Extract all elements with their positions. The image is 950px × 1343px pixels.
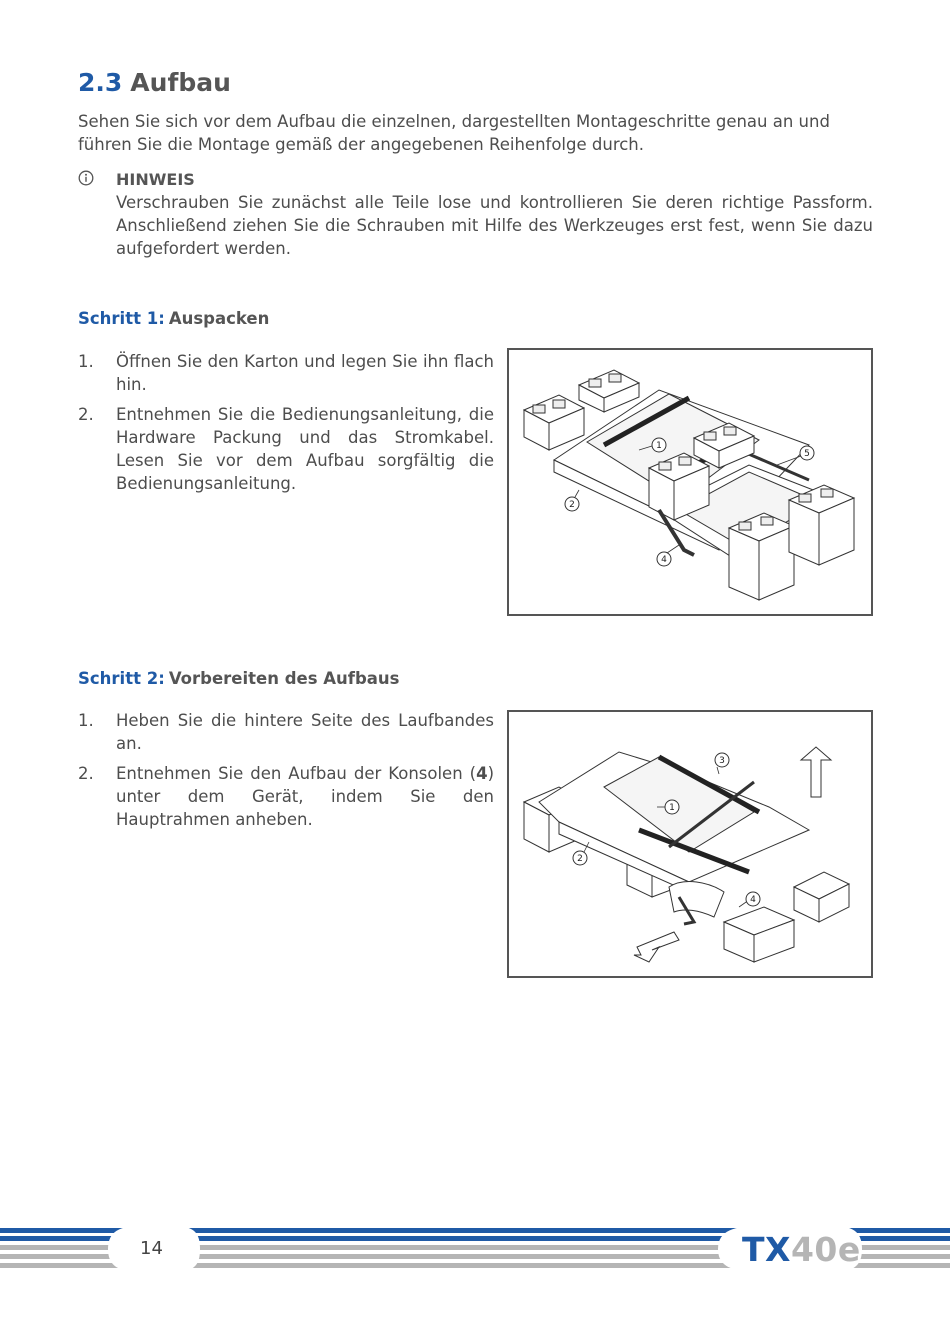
step-1-list <box>78 350 494 502</box>
callout-label: 1 <box>656 441 662 451</box>
list-item-number: 2. <box>78 405 94 424</box>
callout-label: 5 <box>804 449 810 459</box>
list-item-text-pre: Entnehmen Sie den Aufbau der Konsolen ( <box>116 764 477 783</box>
intro-paragraph: Sehen Sie sich vor dem Aufbau die einzelnen, dargestellten Montageschritte genau an und führen Sie die Montage gemäß der angegebenen Reihenfolge durch. <box>78 112 830 154</box>
brand-logo-suffix: 40e <box>790 1230 861 1269</box>
callout-label: 1 <box>669 803 675 813</box>
callout-label: 2 <box>569 500 575 510</box>
section-title: Aufbau <box>130 68 231 97</box>
step-2-title: Vorbereiten des Aufbaus <box>168 669 400 688</box>
callout-label: 3 <box>719 756 725 766</box>
step-1-heading <box>78 309 269 328</box>
step-1-label: Schritt 1: <box>78 309 165 328</box>
section-number: 2.3 <box>78 68 123 97</box>
step-2-list <box>78 709 494 838</box>
note-text: Verschrauben Sie zunächst alle Teile lose und kontrollieren Sie deren richtige Passform. Anschließend ziehen Sie die Schrauben mit Hilfe des Werkzeuges erst fest, wenn Sie dazu aufgefordert werden. <box>116 193 873 258</box>
brand-logo-prefix: TX <box>742 1230 791 1269</box>
step-2-label: Schritt 2: <box>78 669 165 688</box>
list-item <box>78 762 494 831</box>
unpacking-illustration <box>509 350 871 614</box>
list-item-number: 1. <box>78 711 94 730</box>
page-number: 14 <box>140 1238 163 1259</box>
note-title: HINWEIS <box>116 170 195 189</box>
list-item-text-post: ) unter dem Gerät, indem Sie den Hauptrahmen anheben. <box>116 764 494 829</box>
list-item-text <box>116 762 494 831</box>
callout-label: 2 <box>577 854 583 864</box>
list-item-text: Heben Sie die hintere Seite des Laufbandes an. <box>116 711 494 753</box>
lifting-illustration <box>509 712 871 976</box>
section-heading <box>78 68 231 97</box>
callout-label: 4 <box>661 555 667 565</box>
part-number: 4 <box>476 764 488 783</box>
list-item-number: 1. <box>78 352 94 371</box>
step-2-figure <box>507 710 873 978</box>
list-item-text: Entnehmen Sie die Bedienungsanleitung, die Hardware Packung und das Stromkabel. Lesen Sie vor dem Aufbau sorgfältig die Bedienungsanleitung. <box>116 405 494 493</box>
list-item <box>78 350 494 396</box>
list-item-text: Öffnen Sie den Karton und legen Sie ihn flach hin. <box>116 352 494 394</box>
list-item <box>78 709 494 755</box>
list-item-number: 2. <box>78 764 94 783</box>
step-1-figure <box>507 348 873 616</box>
info-icon <box>78 170 94 186</box>
brand-logo <box>742 1230 861 1269</box>
callout-label: 4 <box>750 895 756 905</box>
step-2-heading <box>78 669 399 688</box>
step-1-title: Auspacken <box>168 309 270 328</box>
list-item <box>78 403 494 495</box>
